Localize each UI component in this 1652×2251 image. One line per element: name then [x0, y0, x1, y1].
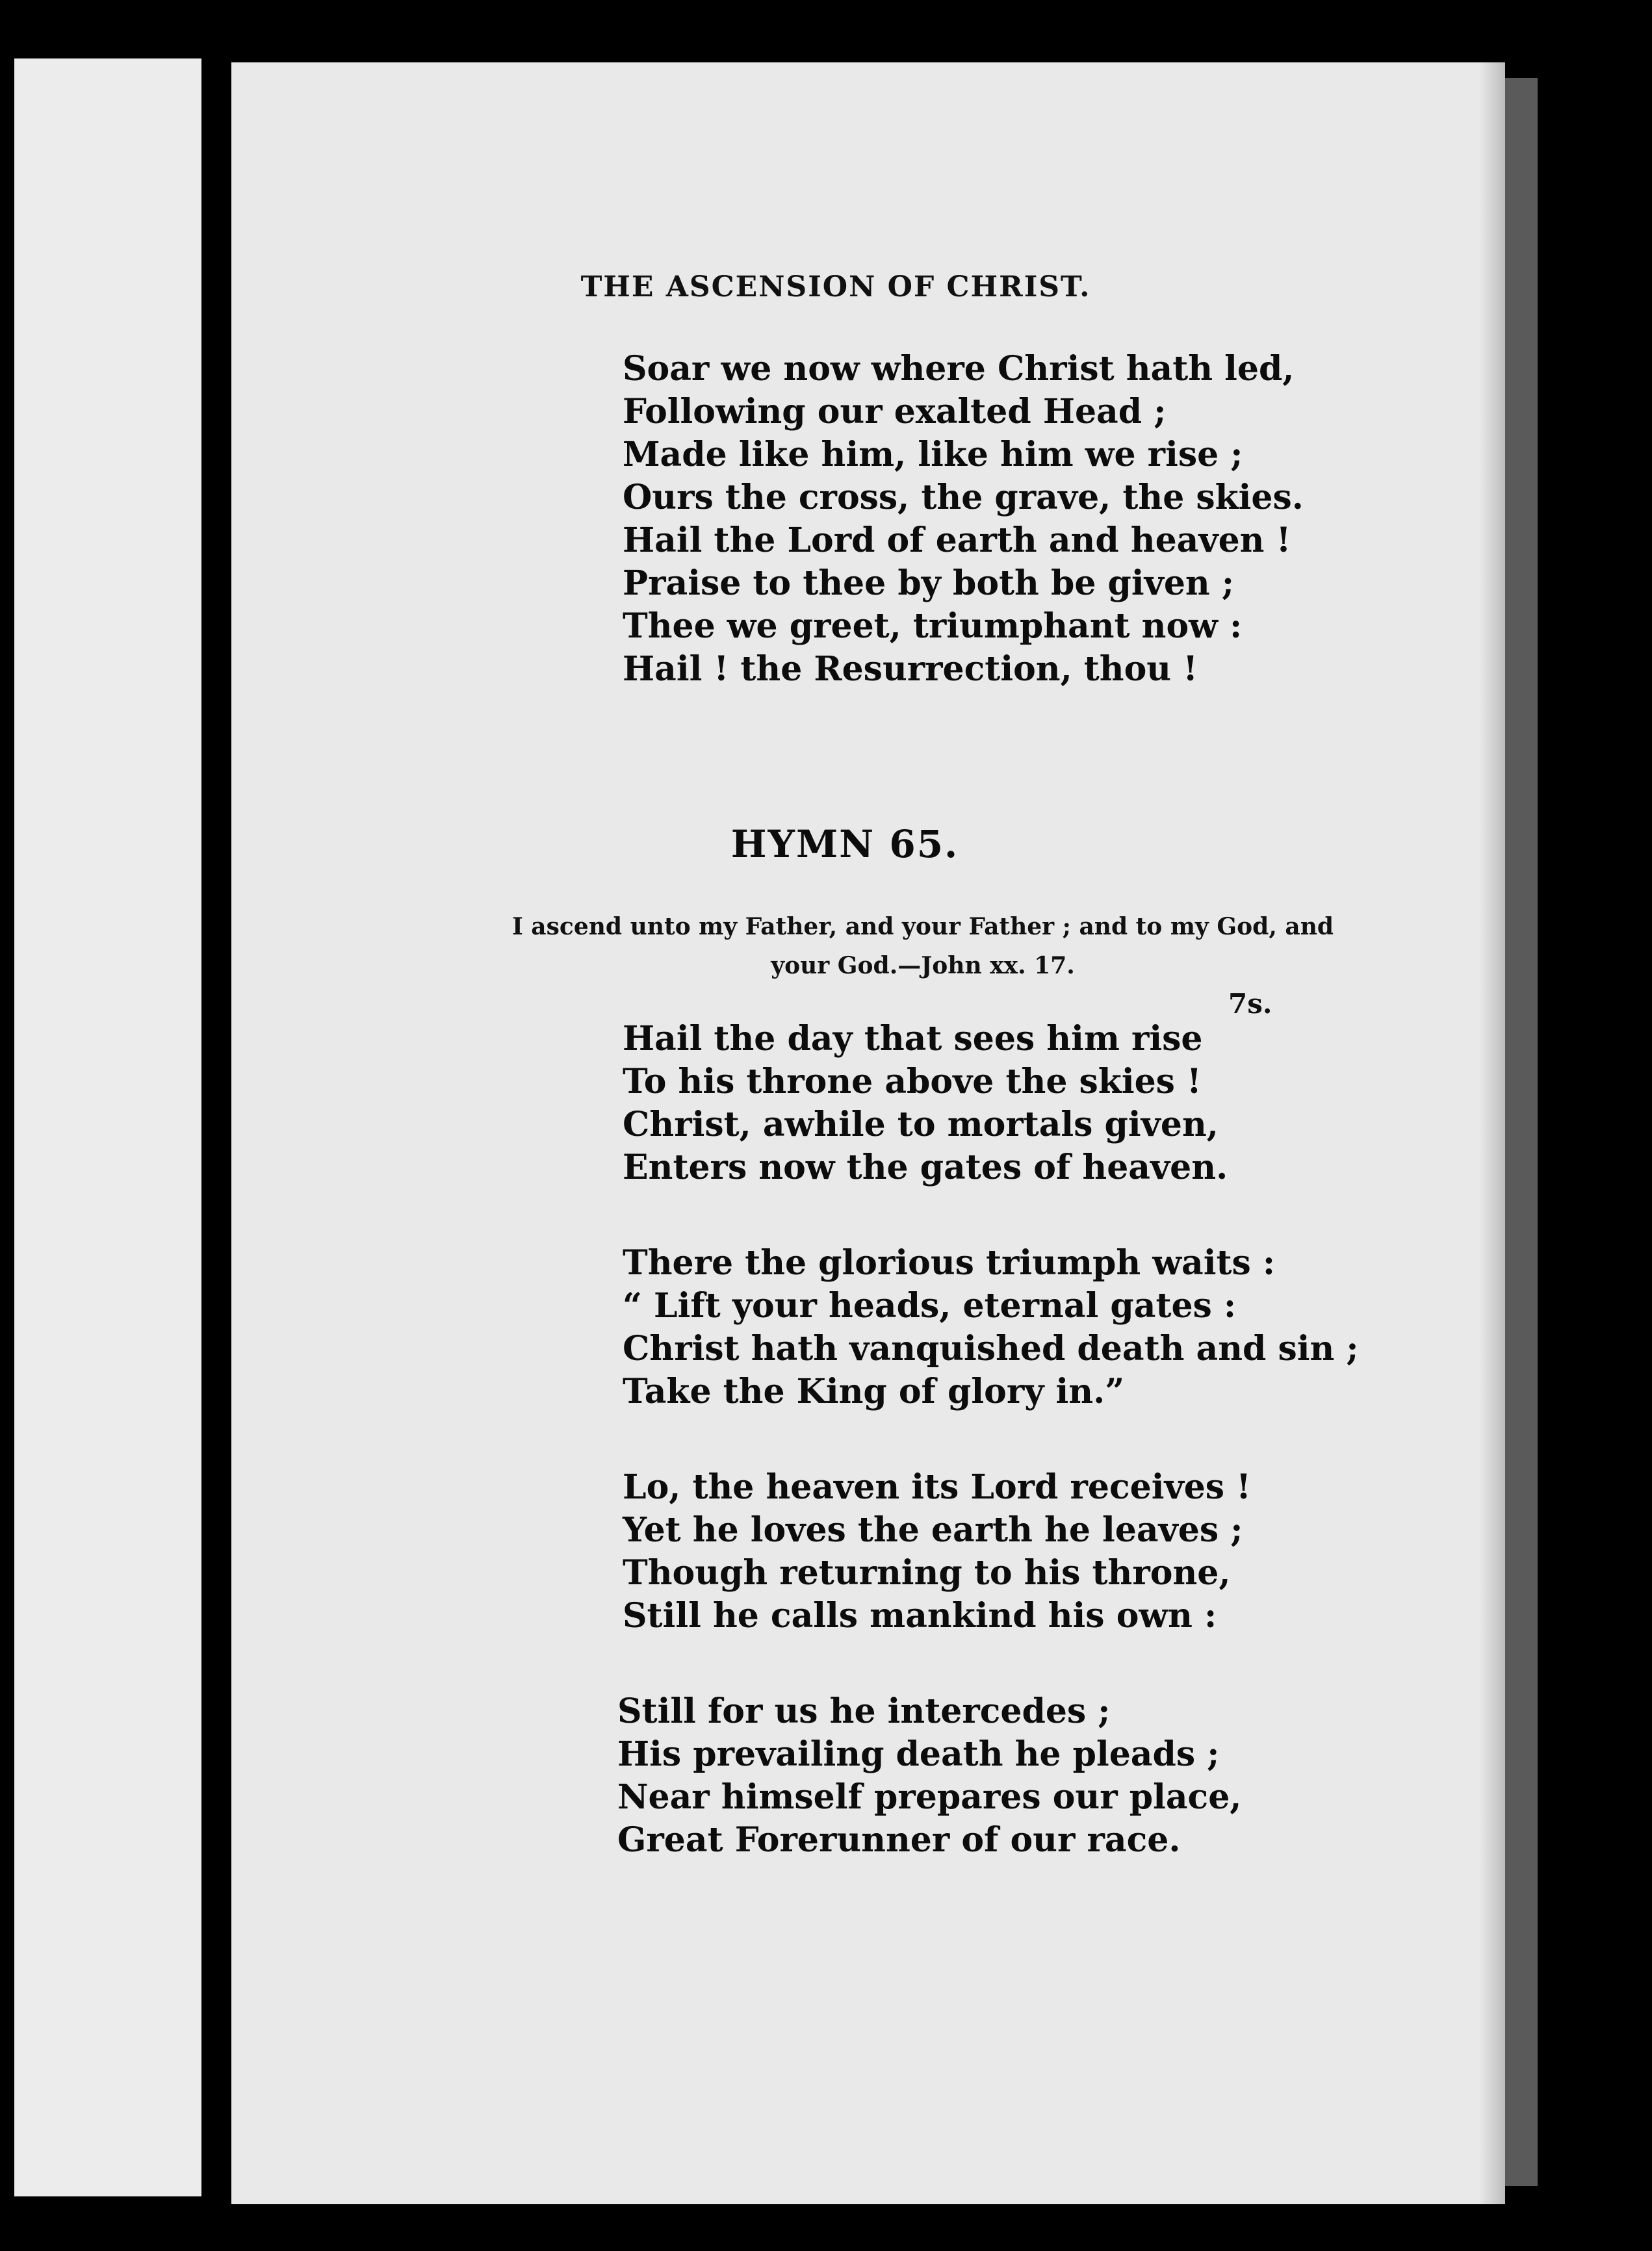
verse-line: There the glorious triumph waits :	[623, 1243, 1276, 1283]
verse-line: Hail ! the Resurrection, thou !	[623, 649, 1198, 689]
verse-line: Yet he loves the earth he leaves ;	[623, 1510, 1243, 1550]
verse-line: Ours the cross, the grave, the skies.	[623, 478, 1304, 517]
verse-line: Made like him, like him we rise ;	[623, 435, 1243, 474]
facing-page-edge	[14, 58, 201, 2196]
hymn-stanza-3	[623, 1466, 1251, 1638]
verse-line: Still for us he intercedes ;	[617, 1691, 1111, 1731]
verse-line: Hail the day that sees him rise	[623, 1019, 1203, 1059]
running-title: THE ASCENSION OF CHRIST.	[580, 270, 1091, 303]
scripture-epigraph	[468, 907, 1378, 985]
hymn-heading: HYMN 65.	[730, 822, 959, 866]
verse-line: Following our exalted Head ;	[623, 392, 1167, 431]
opening-stanza	[623, 348, 1304, 691]
page-edge-shadow	[1479, 62, 1505, 2204]
verse-line: Still he calls mankind his own :	[623, 1596, 1217, 1636]
hymn-stanza-4	[617, 1690, 1241, 1862]
verse-line: Christ, awhile to mortals given,	[623, 1105, 1219, 1144]
verse-line: Soar we now where Christ hath led,	[623, 349, 1295, 389]
verse-line: Christ hath vanquished death and sin ;	[623, 1329, 1359, 1369]
verse-line: Enters now the gates of heaven.	[623, 1148, 1228, 1187]
scan-border-left	[0, 0, 14, 2251]
verse-line: Hail the Lord of earth and heaven !	[623, 521, 1291, 560]
hymn-stanza-2	[623, 1242, 1359, 1413]
verse-line: Though returning to his throne,	[623, 1553, 1231, 1593]
verse-line: To his throne above the skies !	[623, 1062, 1202, 1101]
verse-line: Great Forerunner of our race.	[617, 1820, 1181, 1860]
page-fore-edge	[1505, 78, 1538, 2186]
hymn-meter: 7s.	[1228, 988, 1272, 1020]
verse-line: Take the King of glory in.”	[623, 1372, 1125, 1411]
verse-line: His prevailing death he pleads ;	[617, 1734, 1220, 1774]
verse-line: “ Lift your heads, eternal gates :	[623, 1286, 1237, 1326]
epigraph-line: your God.—John xx. 17.	[771, 952, 1075, 979]
verse-line: Thee we greet, triumphant now :	[623, 606, 1243, 646]
verse-line: Lo, the heaven its Lord receives !	[623, 1467, 1252, 1507]
scan-border-right	[1538, 0, 1652, 2251]
hymn-stanza-1	[623, 1018, 1228, 1189]
epigraph-line: I ascend unto my Father, and your Father ; and to my God, and	[511, 913, 1334, 940]
book-gutter	[201, 0, 231, 2251]
verse-line: Near himself prepares our place,	[617, 1777, 1242, 1817]
verse-line: Praise to thee by both be given ;	[623, 563, 1235, 603]
